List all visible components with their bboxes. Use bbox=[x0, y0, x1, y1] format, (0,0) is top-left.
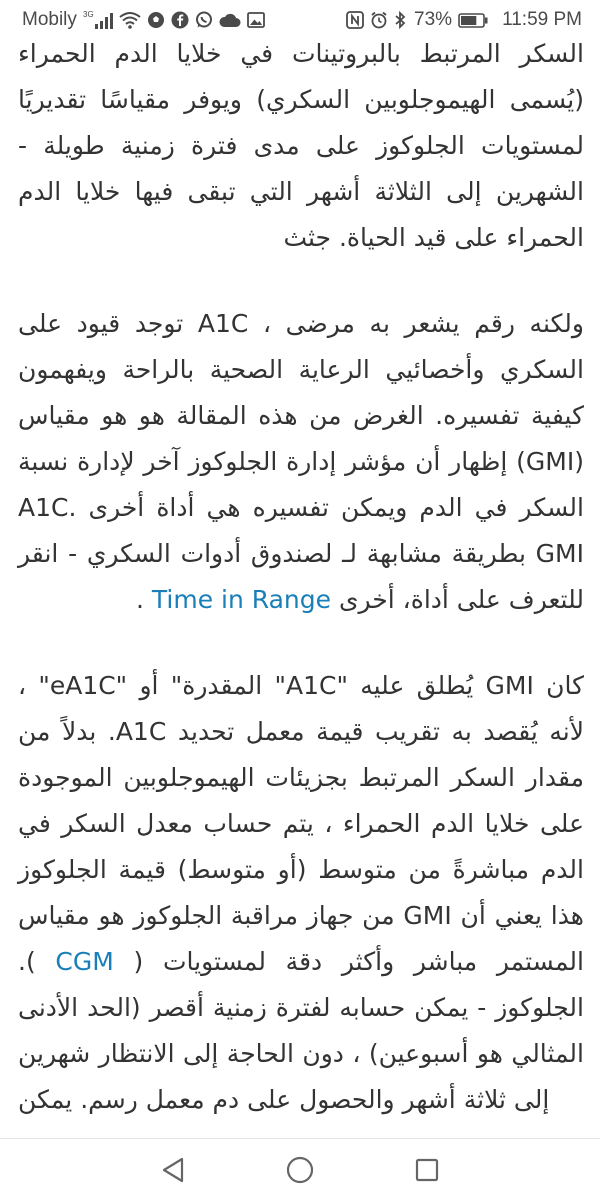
navigation-bar bbox=[0, 1138, 600, 1200]
cgm-link[interactable]: CGM bbox=[55, 947, 114, 976]
paragraph-2-tail-after: . bbox=[135, 585, 152, 614]
soccer-ball-icon bbox=[147, 11, 165, 29]
article-paragraph-2 bbox=[18, 301, 584, 623]
recents-button[interactable] bbox=[407, 1150, 447, 1190]
nfc-icon bbox=[346, 11, 364, 29]
battery-level: 73% bbox=[414, 9, 453, 30]
paragraph-3-text-after: ) المستمر مباشر وأكثر دقة لمستويات الجلوكوز - يمكن حسابه لفترة زمنية أقصر (الحد الأدنى المثالي هو أسبوعين) ، دون الحاجة إلى الانتظار شهرين إلى ثلاثة أشهر والحصول على دم معمل رسم. يمكن bbox=[18, 947, 584, 1114]
wifi-icon bbox=[119, 11, 141, 29]
article-paragraph-1: السكر المرتبط بالبروتينات في خلايا الدم الحمراء (يُسمى الهيموجلوبين السكري) ويوفر مقياسًا تقديريًا لمستويات الجلوكوز على مدى فترة زمنية طويلة - الشهرين إلى الثلاثة أشهر التي تبقى فيها خلايا الدم الحمراء على قيد الحياة. جثث bbox=[18, 40, 584, 252]
facebook-icon bbox=[171, 11, 189, 29]
status-bar bbox=[0, 0, 600, 40]
back-button[interactable] bbox=[153, 1150, 193, 1190]
carrier-name: Mobily bbox=[22, 9, 77, 30]
recents-icon bbox=[414, 1157, 440, 1183]
clock: 11:59 PM bbox=[502, 9, 582, 30]
whatsapp-icon bbox=[195, 11, 213, 29]
cloud-icon bbox=[219, 12, 241, 28]
image-icon bbox=[247, 12, 265, 28]
paragraph-2-text: ولكنه رقم يشعر به مرضى ، A1C توجد قيود على السكري وأخصائيي الرعاية الصحية بالراحة ويفهمون كيفية تفسيره. الغرض من هذه المقالة هو هو مقياس (GMI) إظهار أن مؤشر إدارة الجلوكوز آخر لإدارة نسبة السكر في الدم ويمكن تفسيره هي أداة أخرى A1C. GMI بطريقة مشابهة لـ لصندوق أدوات السكري - انقر للتعرف على أداة bbox=[18, 309, 584, 614]
alarm-icon bbox=[370, 11, 388, 29]
paragraph-2-tail-before: ، أخرى bbox=[331, 585, 411, 614]
article-content bbox=[0, 40, 600, 1138]
status-right bbox=[346, 9, 582, 31]
paragraph-3-text-before: ، "eA1C" المقدرة" أو "A1C" يُطلق عليه GMI كان بدلاً من .A1C لأنه يُقصد به تقريب قيمة معمل تحديد مقدار السكر المرتبط بجزيئات الهيموجلوبين الموجودة على خلايا الدم الحمراء ، يتم حساب معدل السكر في الدم مباشرةً من متوسط (أو متوسط) قيمة الجلوكوز من جهاز مراقبة الجلوكوز هو مقياس GMI هذا يعني أن .( bbox=[18, 671, 585, 976]
network-type: 3G bbox=[82, 10, 94, 19]
back-icon bbox=[160, 1156, 186, 1184]
article-paragraph-3 bbox=[18, 663, 584, 1123]
time-in-range-link[interactable]: Time in Range bbox=[151, 585, 331, 614]
signal-icon bbox=[83, 10, 113, 30]
battery-icon bbox=[458, 13, 488, 28]
home-icon bbox=[285, 1155, 315, 1185]
home-button[interactable] bbox=[280, 1150, 320, 1190]
bluetooth-icon bbox=[394, 11, 406, 29]
status-left bbox=[22, 9, 265, 31]
